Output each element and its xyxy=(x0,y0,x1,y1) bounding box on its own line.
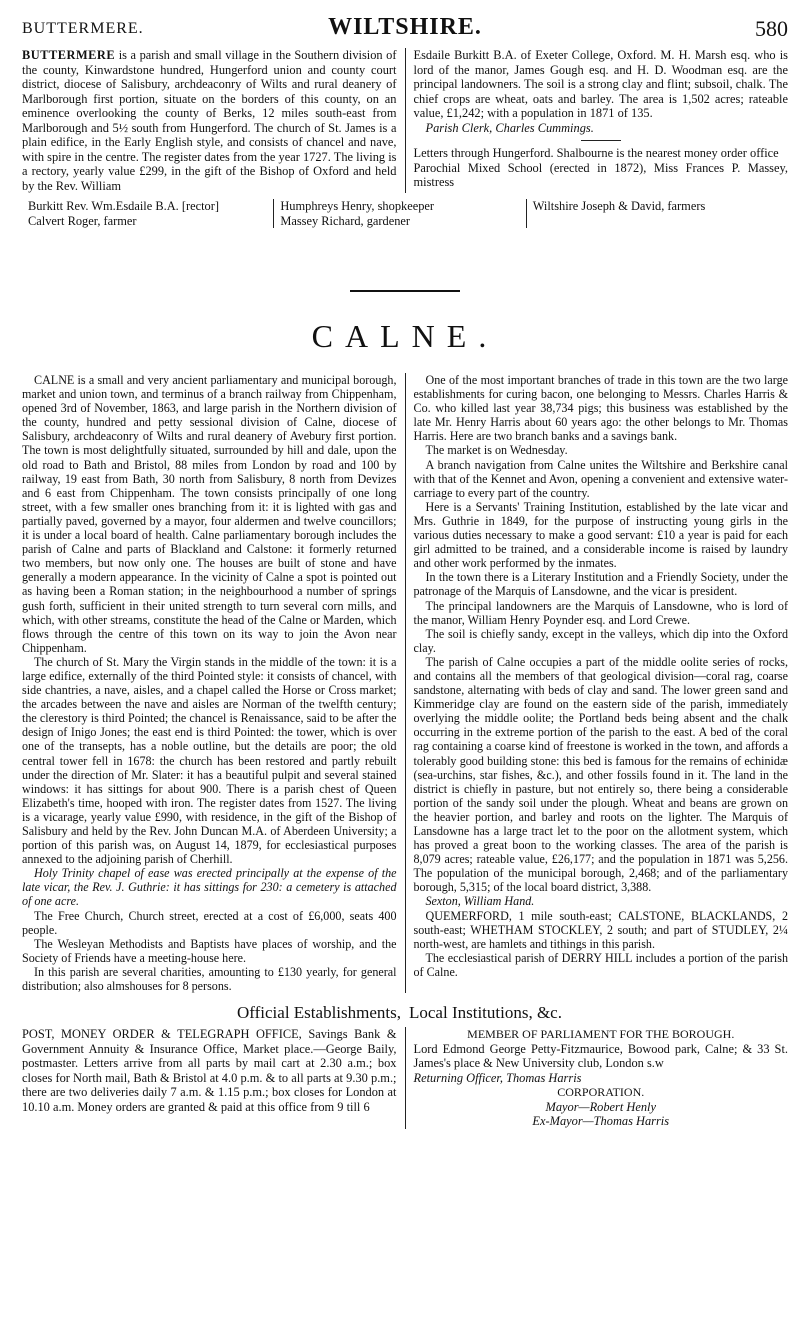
resident-entry: Wiltshire Joseph & David, farmers xyxy=(532,199,706,213)
ex-mayor-entry: Ex-Mayor—Thomas Harris xyxy=(532,1114,670,1129)
buttermere-left-column xyxy=(22,48,397,193)
buttermere-section xyxy=(22,48,788,193)
calne-para: In the town there is a Literary Institution and a Friendly Society, under the patronage of the Marquis of Lansdowne, and the vicar is president. xyxy=(413,570,788,599)
establishments-left-column xyxy=(22,1027,397,1129)
member-heading: MEMBER OF PARLIAMENT FOR THE BOROUGH. xyxy=(467,1027,735,1042)
resident-entry: Massey Richard, gardener xyxy=(280,213,411,228)
column-rule xyxy=(405,373,406,993)
buttermere-right-column xyxy=(414,48,789,193)
establishments-section xyxy=(22,1027,788,1129)
calne-para: CALNE is a small and very ancient parliamentary and municipal borough, market and union town, and terminus of a branch railway from Chippenham, opened 3rd of November, 1863, and large parish in the Northern division of the county, hundred and petty sessional division of Calne, diocese of Salisbury, archdeaconry of Wilts and rural deanery of Avebury first portion. The town is most delightfully situated, surrounded by hill and dale, upon the old road to Bath and Bristol, 88 miles from London by road and 100 by railway, 19 east from Bath, 30 north from Salisbury, 8 north from Devizes and 6 east from Chippenham. The town consists principally of one long street, with a few smaller ones branching from it: it is lighted with gas and partially paved, governed by a mayor, four aldermen and twelve councillors; it is under a local board of health. Calne parliamentary borough includes the parish of Calne and parts of Blackland and Calstone: it formerly returned two members, but now only one. The houses are built of stone and have generally a modern appearance. In the vicinity of Calne a spot is pointed out as having been a Roman station; in the neighbourhood a number of springs gush forth, sufficient in their united strength to turn several corn mills, and which, with other streams, constitute the head of the Calne or Marden, which flows through the centre of this town on its way to join the Avon near Chippenham. xyxy=(22,373,397,655)
calne-sexton: Sexton, William Hand. xyxy=(425,894,535,909)
short-rule xyxy=(581,140,621,141)
running-head-left: BUTTERMERE. xyxy=(22,20,144,37)
column-rule xyxy=(405,48,406,193)
calne-para: A branch navigation from Calne unites the Wiltshire and Berkshire canal with that of the Kennet and Avon, opening a convenient and extensive water-carriage to every part of the country. xyxy=(413,457,788,500)
resident-entry: Humphreys Henry, shopkeeper xyxy=(280,199,435,213)
buttermere-school: Parochial Mixed School (erected in 1872), Miss Frances P. Massey, mistress xyxy=(413,160,788,189)
residents-column-3 xyxy=(527,199,788,228)
column-rule xyxy=(405,1027,406,1129)
calne-para: In this parish are several charities, amounting to £130 yearly, for general distribution; also almshouses for 8 persons. xyxy=(22,964,397,994)
post-office-entry: POST, MONEY ORDER & TELEGRAPH OFFICE, Savings Bank & Government Annuity & Insurance Office, Market place.—George Baily, postmaster. Letters arrive from all parts by mail cart at 2.30 a.m.; box closes for North mail, Bath & Bristol at 4.0 p.m. & to all parts at 9.30 p.m.; there are two deliveries daily 7 a.m. & 1.15 p.m.; box closes for London at 10.10 a.m. Money orders are granted & paid at this office from 9 till 6 xyxy=(22,1027,397,1114)
buttermere-letters: Letters through Hungerford. Shalbourne is the nearest money order office xyxy=(413,146,779,160)
calne-section xyxy=(22,373,788,993)
mayor-entry: Mayor—Robert Henly xyxy=(545,1099,656,1114)
corporation-heading: CORPORATION. xyxy=(557,1085,645,1100)
buttermere-continuation: Esdaile Burkitt B.A. of Exeter College, Oxford. M. H. Marsh esq. who is lord of the manor, James Gough esq. and H. D. Woodman esq. are the principal landowners. The soil is a strong clay and flint; subsoil, chalk. The chief crops are wheat, oats and barley. The area is 1,502 acres; rateable value, £1,242; with a population in 1871 of 135. xyxy=(413,48,788,120)
calne-para: Here is a Servants' Training Institution, established by the late vicar and Mrs. Guthrie in 1849, for the purpose of instructing young girls in the various duties necessary to make a good servant: £10 a year is paid for each girl admitted to be trained, and a considerable income is raised by laundry and other work performed by the inmates. xyxy=(413,499,788,571)
establishments-right-column xyxy=(414,1027,789,1129)
section-divider xyxy=(350,290,460,292)
calne-para: The market is on Wednesday. xyxy=(425,443,568,458)
local-institutions-heading: Local Institutions, &c. xyxy=(409,1003,562,1023)
official-establishments-heading: Official Establishments, xyxy=(237,1003,401,1023)
running-head-county: WILTSHIRE. xyxy=(328,14,482,40)
buttermere-description: is a parish and small village in the Southern division of the county, Kinwardstone hundred, Hungerford union and county court district, diocese of Salisbury, archdeaconry of Wilts and rural deanery of Marlborough first portion, situate on the borders of this county, on an eminence overlooking the county of Berks, 12 miles south-east from Marlborough and 5½ south from Hungerford. The church of St. James is a plain edifice, in the Early English style, and consists of chancel and nave, with spire in the centre. The register dates from the year 1727. The living is a rectory, yearly value £299, in the gift of the Bishop of Oxford and held by the Rev. William xyxy=(22,48,397,193)
calne-derry-hill: The ecclesiastical parish of DERRY HILL includes a portion of the parish of Calne. xyxy=(413,950,788,979)
calne-para: The soil is chiefly sandy, except in the valleys, which dip into the Oxford clay. xyxy=(413,626,788,655)
residents-column-2 xyxy=(274,199,526,228)
member-entry: Lord Edmond George Petty-Fitzmaurice, Bowood park, Calne; & 33 St. James's place & New University club, London s.w xyxy=(413,1041,788,1071)
calne-para: The parish of Calne occupies a part of the middle oolite series of rocks, and contains all the members of that geological division—coral rag, coarse sandstone, alternating with beds of clay and sand. The lower green sand and Kimmeridge clay are found on the eastern side of the parish, immediately overlying the middle oolite; the Portland beds being absent and the chalk occurring in the extreme portion of the parish to the east. A bed of the coral rag containing a coarse kind of freestone is worked in the town, and affords a tolerably good building stone: this bed is famous for the remains of echinidæ (sea-urchins, star fishes, &c.), and other fossils found in it. The land in the district is chiefly in pasture, but not entirely so, there being a considerable portion of the sandy soil under the plough. Wheat and beans are grown on the heavier portion, and barley and roots on the lighter. The Marquis of Lansdowne has a large tract let to the poor on the allotment system, which has proved a great boon to the working classes. The area of the parish is 8,079 acres; rateable value, £26,177; and the population in 1871 was 5,256. The population of the municipal borough, 2,468; and of the parliamentary borough, 5,315; of the local board district, 3,388. xyxy=(413,654,788,895)
calne-para: The Wesleyan Methodists and Baptists have places of worship, and the Society of Friends have a meeting-house here. xyxy=(22,936,397,965)
resident-entry: Burkitt Rev. Wm.Esdaile B.A. [rector] xyxy=(28,199,219,213)
buttermere-parish-clerk: Parish Clerk, Charles Cummings. xyxy=(425,120,594,135)
page-number: 580 xyxy=(755,16,788,41)
calne-right-column xyxy=(414,373,789,993)
calne-hamlets: QUEMERFORD, 1 mile south-east; CALSTONE, BLACKLANDS, 2 south-east; WHETHAM STOCKLEY, 2 south; and part of STUDLEY, 2¼ north-west, are hamlets and tithings in this parish. xyxy=(413,908,788,951)
buttermere-residents xyxy=(22,199,788,228)
calne-left-column xyxy=(22,373,397,993)
entry-title-buttermere: BUTTERMERE xyxy=(22,48,116,62)
returning-officer: Returning Officer, Thomas Harris xyxy=(413,1070,582,1085)
calne-para: Holy Trinity chapel of ease was erected principally at the expense of the late vicar, the Rev. J. Guthrie: it has sittings for 230: a cemetery is attached of one acre. xyxy=(22,866,397,909)
directory-page xyxy=(22,14,788,1129)
page-header xyxy=(22,14,788,48)
residents-column-1 xyxy=(22,199,274,228)
resident-entry: Calvert Roger, farmer xyxy=(28,213,137,228)
section-title-calne: CALNE. xyxy=(311,318,499,354)
calne-para: The church of St. Mary the Virgin stands in the middle of the town: it is a large edifice, externally of the third Pointed style: it consists of chancel, with side chantries, a nave, aisles, and a chapel called the Horse or Cross market; the arcades between the nave and aisles are Norman of the twelfth century; the clerestory is third Pointed; the chancel is Renaissance, said to be after the design of Inigo Jones; the east end is third Pointed: the tower, which is over one of the transepts, has a noble outline, but the details are poor; the old central tower fell in 1678: the church has been restored and partly rebuilt under the direction of Mr. Slater: it has a beautiful pulpit and several stained windows: it has sittings for about 900. There is a parish chest of Queen Elizabeth's time, hooped with iron. The register dates from 1527. The living is a vicarage, yearly value £990, with residence, in the gift of the Bishop of Salisbury and held by the Rev. John Duncan M.A. of Aberdeen University; a portion of this parish was, on August 14, 1879, for ecclesiastical purposes annexed to the adjoining parish of Cherhill. xyxy=(22,654,397,867)
establishments-heading xyxy=(22,1003,788,1023)
calne-para: The principal landowners are the Marquis of Lansdowne, who is lord of the manor, William Henry Poynder esq. and Lord Crewe. xyxy=(413,598,788,627)
calne-para: One of the most important branches of trade in this town are the two large establishments for curing bacon, one belonging to Messrs. Charles Harris & Co. who killed last year 38,734 pigs; this business was established by the late Mr. Henry Harris about 60 years ago: the other belongs to Mr. Thomas Harris. Here are two branch banks and a savings bank. xyxy=(413,373,788,444)
calne-para: The Free Church, Church street, erected at a cost of £6,000, seats 400 people. xyxy=(22,908,397,937)
